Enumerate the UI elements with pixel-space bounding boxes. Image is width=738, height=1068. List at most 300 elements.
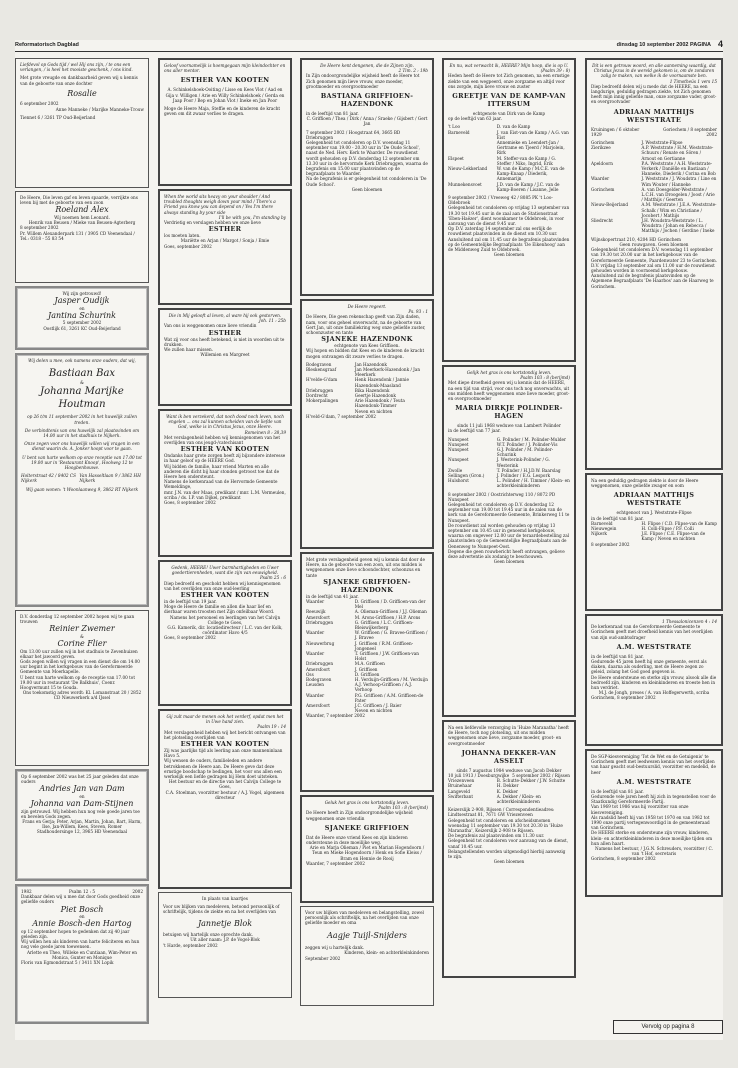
- ad-text-2: Gelegenheid tot condoleren op vrijdag 13 september van 19.30 tot 19.45 uur in de zaal aan de Stationsstraat 'Eben-Haëzer', dient woonkamer te Oldebroek, in voor aanvang van de dienst 9.45 uur.: [448, 205, 570, 227]
- ad-text: Diep bedroefd delen wij u mede dat de HEERE, na een langdurige, geduldig gedragen ziekte, tot Zich genomen heeft mijn innig geliefde man, onze zorgzame vader, groot- en overgrootvader: [591, 83, 717, 105]
- family-names: G. Polinder / M. Polinder-Mulder: [496, 436, 566, 442]
- family-names: Jan Meerkerk-Hazendonk / Jan Meerkerk: [354, 367, 421, 378]
- family-place: Langeveld: [448, 788, 470, 794]
- verse-ref: Psalm 103 : 8 (berijmd): [520, 375, 570, 381]
- ad-text: Diep bedroefd en geschokt hebben wij kennisgenomen van het overlijden van onze oud-leerling: [164, 580, 281, 591]
- ad-text-4: Namens het personeel en leerlingen van het Calvijn College te Goes,: [169, 614, 281, 625]
- family-place: Waarder: [306, 630, 325, 636]
- death-date: Goriechem / 8 september 2002: [663, 126, 717, 137]
- ad-text-2: Om 13.00 uur zullen wij in het stadhuis te Zevenhuizen elkaar het jawoord geven.: [20, 648, 138, 659]
- family-place: Nieuwerbrug: [306, 640, 335, 646]
- family-names: J. Westerink-Polinder / G. Westerink: [496, 457, 550, 468]
- death-ad-griffioen-husband: [300, 58, 434, 296]
- ad-text-2: op 12 september hopen te gedenken dat zij 40 jaar geleden zijn.: [21, 928, 130, 940]
- deceased-name: ESTHER VAN KOOTEN: [180, 445, 270, 454]
- family-row: [591, 176, 717, 186]
- child-name: Rosalie: [67, 88, 97, 98]
- family-place: Waarder: [306, 651, 325, 657]
- verse-ref: Romeinen 8 : 38,39: [244, 429, 286, 435]
- wedding-ad-zwemer: [15, 610, 149, 766]
- family-place: Dordrecht: [306, 393, 328, 399]
- ad-text-2: betuigen wij hartelijk onze oprechte dank.: [163, 932, 254, 938]
- death-ad-weststrate-sgp: [585, 749, 723, 897]
- ad-text-2: Gedurende 45 jaren heeft hij onze gemeente, eerst als diaken, daarna als ouderling, met de Heere zegen zo geleid, zolang het God goed gegeven is.: [591, 659, 707, 675]
- family-names: J. Polinder / E.G. Lespork: [496, 473, 550, 479]
- family-names: Geertje Hazendonk: [354, 393, 396, 399]
- family-names: J. Griffioen: [354, 666, 378, 672]
- ad-text: Na een liefdevolle verzorging in 'Huize Maranatha' heeft de Heere, toch nog plotseling, uit ons midden weggenomen onze lieve, zorgzame moeder, groot- en overgrootmoeder: [448, 725, 569, 746]
- family-names: Bika Hazendonk: [354, 387, 390, 393]
- verse-ref: Ps. 93 : 1: [408, 309, 428, 315]
- ad-text: Met diepe droefheid geven wij u kennis dat de HEERE, na een tijd van strijd, voor ons toch nog onverwachts, uit ons midden heeft weggenomen onze lieve moeder, groot- en overgrootmoeder: [448, 380, 570, 402]
- signatories: Willemien en Margreet: [200, 352, 250, 358]
- verse: Dit is een getrouw woord, en alle aanneming waardig, dat Christus Jezus in de wereld gekomen is, om de zondaren zalig te maken, van welke ik de voornaamste ben.: [592, 63, 716, 79]
- signatories: mnr. J.N. van der Maas, predikant / mnr. L.M. Vermeulen, scriba / ds. I.P. van Dijkel, predikant: [164, 489, 286, 500]
- deceased-name: ESTHER VAN KOOTEN: [180, 76, 270, 85]
- ad-subtext: echtgenoot van J. Weststrate-Flipse: [616, 510, 692, 516]
- death-ad-esther-vriendinnen: [158, 308, 292, 406]
- ad-text-3: Gelegenheid tot condoleren D.V. woensdag 11 september van 19.30 tot 20.00 uur in het kerkgebouw van de Gereformeerde Gemeente, Paardenwater 23 te Gorinchem.: [591, 247, 717, 263]
- family-rows: [448, 778, 570, 804]
- address: Oostlijk 61, 3261 KC Oud-Beijerland: [43, 325, 121, 331]
- signatories: M.J. de Jongh, preses / A. van Hoffegerwerth, scriba: [598, 690, 710, 696]
- signatories: Kinderen, klein- en achterkleinkinderen: [344, 950, 429, 956]
- ad-text-3: Na de begrafenis is er gelegenheid tot condoleren in 'De Oude School'.: [306, 176, 427, 187]
- ad-subtext: sinds 11 juli 1968 weduwe van Lambert Polinder: [457, 423, 561, 429]
- deceased-name: ESTHER VAN KOOTEN: [180, 591, 270, 600]
- family-place: Nunspeet: [448, 457, 469, 463]
- ad-intro: In plaats van kaartjes: [202, 896, 248, 901]
- ad-text-5: Aansluitend zal de begrafenis plaatsvinden op de Algemene Begraafplaats 'De Haarbos' aan de Haarweg te Gorinchem.: [591, 273, 714, 289]
- ad-age: in de leeftijd van 77 jaar.: [448, 428, 501, 434]
- family-names: A.P. Weststrate / H.M. Weststrate-Schuurs / Renate en Sören / Arnout en Gertianne: [641, 145, 714, 161]
- newspaper-page: [15, 40, 723, 1040]
- column-2: [158, 58, 292, 1001]
- family-place: Oss: [306, 671, 314, 677]
- ad-text: Met verslagenheid hebben wij kennisgenomen van het overlijden van ons jeugd-/catechisant: [164, 434, 281, 446]
- family-place: Munnekensvoet: [448, 181, 482, 187]
- wedding-ad-bax: [15, 353, 149, 607]
- family-place: Gorinchem: [591, 186, 615, 192]
- death-ad-griffioen-family: [300, 552, 434, 792]
- death-ad-dekker: [442, 720, 576, 978]
- deceased-name: GREETJE VAN DE KAMP-VAN ITTERSUM: [452, 92, 566, 109]
- family-names: A.J. Verhoop-Griffioen / A.J. Verhoop: [354, 682, 412, 693]
- column-4: [442, 58, 576, 981]
- family-names: A. Olieman-Griffioen / J.J. Olieman: [354, 609, 427, 615]
- signatories: Uit aller naam: J.P. de Vogel-Blok: [190, 937, 260, 943]
- wedding-ad-oudijk: [15, 286, 149, 350]
- ad-text-2: Gelegenheid tot condoleren op D.V. woensdag 11 september van 19.00 - 20.30 uur in 'De Oude School', naast de Ned. Herv. Kerk te Waarder. De rouwdienst wordt gehouden op D.V. donderdag 12 september om 13.30 uur in de hervormde Kerk Driebruggen, waarna de begrafenis om 15.00 uur plaatsvinden op de begraafplaats te Waarder.: [306, 140, 428, 177]
- ad-date: 9 september 2002 / Vreeweg 42 / 8085 PK 't Loo-Oldebroek: [448, 195, 553, 206]
- family-names: H. Dekker: [496, 783, 519, 789]
- verse-ref: Psalm 12 : 5: [68, 889, 96, 894]
- ad-text-2: Ondanks haar grote zorgen heeft zij bijzondere interesse in haar geloof op de HEERE God.: [164, 453, 286, 464]
- family-place: Barneveld: [591, 520, 613, 526]
- family-row: [306, 599, 428, 609]
- verse: Geluk het gras is ons kortstondig leven.: [324, 800, 410, 805]
- ad-text-4: Namens de kerkenraad van de Hervormde Gemeente Wemeldinge,: [164, 479, 278, 490]
- family-row: [306, 693, 428, 703]
- place-date: Gorinchem, 8 september 2002: [591, 856, 656, 862]
- family-place: Leusden: [306, 682, 324, 688]
- family-names: W. van de Kamp / M.C.E. van de Kamp-Knaap / Diederik, Annemarijn: [496, 166, 565, 182]
- birth-ad-roeland: [15, 191, 149, 283]
- deceased-name: Aagje Tuijl-Snijders: [327, 930, 407, 940]
- family-names: H. Flipse / C.D. Flipse-van de Kamp: [641, 520, 717, 526]
- ad-text: D.V. donderdag 12 september 2002 hopen wij te gaan trouwen: [20, 614, 135, 625]
- deceased-name: A.M. WESTSTRATE: [616, 642, 692, 651]
- verse: De Heere kent dengenen, die de Zijnen zijn.: [320, 63, 414, 68]
- signatories: Arie en Marja Olieman / Piet en Marian Hogendoorn / Teun en Mieke Hogendoorn / Henk en Sofie Kleiss / Bram en Hennie de Rooij: [309, 845, 425, 861]
- ad-text-2: los moeten laten.: [164, 233, 201, 239]
- family-names: T. Griffioen / J.W. Griffioen-van Holst: [354, 651, 419, 662]
- and-text: &: [80, 633, 84, 639]
- verse-ref: 1 Thessalonicenzen 4 : 14: [662, 619, 717, 624]
- family-place: H'velde-G'dam: [306, 377, 338, 383]
- family-row: [448, 457, 570, 467]
- family-names: H. Colli-Flipse / P.F. Colli: [641, 526, 694, 532]
- ad-text-3: De begrafenis zal plaatsvinden om 11.30 uur. Gelegenheid tot condoleren voor aanvang van de dienst, vanaf 10.45 uur.: [448, 833, 569, 849]
- signatories: Namens het bestuur, / J.G.N. Schreuders, voorzitter / C. van 't Hof, secretaris: [595, 846, 713, 857]
- family-names: J.E. Flipse / C.E. Flipse-van de Kamp / Neven en nichten: [641, 531, 706, 542]
- address: Pr. Willem Alexanderpark 131 / 3905 CD Veenendaal / Tel.: 0318 - 55 83 54: [20, 230, 135, 241]
- ad-text-4: Aansluitend zal om 11.45 uur de begrafenis plaatsvinden op de Gemeentelijke Begraafplaats 'De Eikenhoog' aan de Middenweg Zuid te Oldebroek.: [448, 236, 570, 253]
- family-place: Elspeet: [448, 155, 464, 161]
- ad-age: op de leeftijd van 63 jaar.: [448, 116, 502, 122]
- family-row: [448, 140, 570, 156]
- family-names: D. Griffioen: [354, 671, 380, 677]
- family-names: D. van de Kamp: [496, 124, 531, 130]
- death-ad-weststrate-church: [585, 614, 723, 746]
- page-date: dinsdag 10 september 2002 PAGINA: [616, 42, 711, 48]
- ad-text-3: We zullen haar missen.: [164, 347, 213, 353]
- place-date: September 2002: [305, 955, 341, 961]
- ad-text-4: D.V. vrijdag 13 september zal om 11.00 uur de rouwdienst gehouden worden in voornoemd kerkgebouw.: [591, 262, 715, 273]
- death-date: 5 september 2002 / Rijssen: [512, 773, 570, 779]
- verse: Gedenk, HEERE! Uwer barmhartigheden en Uwer goedertierenheden, want die zijn van eeuwigheid.: [171, 565, 279, 576]
- no-flowers: Geen bloemen: [493, 859, 525, 865]
- family-rows: [448, 124, 570, 192]
- deceased-name: SJANEKE GRIFFIOEN-HAZENDONK: [323, 577, 411, 594]
- address-bride: Van Hasseltlaan 9 / 3862 HH Nijkerk: [79, 473, 141, 484]
- birth-date: Kruiningen / 6 oktober 1929: [591, 126, 640, 137]
- family-place: Apeldoorn: [591, 160, 613, 166]
- family-place: Bruinehaar: [448, 783, 472, 789]
- and-text: &: [80, 380, 84, 386]
- ad-subtext: echtgenote van Kees Griffioen.: [334, 343, 400, 349]
- family-place: Amersfoort: [306, 666, 330, 672]
- family-names: B. Schutte-Dekker / J.W. Schutte: [496, 778, 566, 784]
- ad-text: Met grote vreugde en dankbaarheid geven wij u kennis van de geboorte van onze dochter: [20, 75, 138, 86]
- family-names: W. Griffioen / G. Bravee-Griffioen / J. Bravee: [354, 630, 428, 641]
- masthead: [15, 40, 723, 52]
- address: Keizerslijk 2-908, Rijssen / Correspondentieadres: Lindtsestraat 81, 7671 GW Vriezenveen: [448, 807, 555, 818]
- ad-intro: Wij zijn getrouwd!: [62, 291, 102, 296]
- verse: Gelijk het gras is ons kortstondig leven.: [466, 370, 552, 375]
- family-row: [306, 620, 428, 630]
- address: Floris van Egmondstraat 5 / 3411 XN Lopik: [21, 960, 114, 966]
- family-place: Nijkerk: [591, 531, 607, 537]
- ad-text-3: Gods zegen willen wij vragen in een dienst die om 14.00 uur begint in het kerkgebouw van de Gereformeerde Gemeente van Moerkapelle.: [20, 659, 140, 675]
- family-place: Nunspeet: [448, 447, 469, 453]
- children: Frans en Gerja; Peter, Arjan, Martin, Johan, Bart, Harm, Ilse, Jan-Willem, Kees, Steven, Romer: [22, 819, 142, 830]
- ad-text-3: Wij wensen de ouders, familieleden en andere betrokkenen de Heere aan. De Heere geve dat deze ernstige boodschap te bedingen, het voor ons allen een werkelijk een liefde gedragen bij Hem doet uitsteken.: [164, 758, 282, 780]
- ad-text: In Zijn ondoorgrondelijke wijsheid heeft de Heere tot Zich genomen mijn lieve vrouw, onze moeder, grootmoeder en overgrootmoeder: [306, 73, 420, 89]
- bride-name: Corine Flier: [57, 639, 107, 649]
- family-rows: [306, 599, 428, 713]
- birth-date: 10 juli 1913 / Doesburgwijke: [448, 773, 510, 779]
- verse: De Heere regeert.: [347, 304, 387, 309]
- verse: Liefdevol op Gods tijd / wel Hij ons zijn, / te ons een verlangen, / is heel het mooiste geschenk, / ons kind.: [20, 62, 133, 73]
- ad-text-2: Zij was jaarlijks tijd als leerling aan onze manneninlaan Havo 5.: [164, 748, 283, 759]
- and-text: en: [79, 793, 85, 799]
- death-ad-esther-school: [158, 560, 292, 706]
- death-ad-weststrate-family: [585, 58, 723, 470]
- family-row: [448, 166, 570, 182]
- place-date: Waarder, 7 september 2002: [306, 713, 365, 719]
- place-date: Goes, 8 september 2002: [164, 635, 216, 641]
- family-names: D. Griffioen / D. Griffioen-van der Mel: [354, 599, 426, 610]
- ad-text: Heden heeft de Heere tot Zich genomen, na een ernstige ziekte van een wegpeerd, onze zorgzame en altijd voor ons zorgde, mijn lieve vrouw en zuster: [448, 73, 570, 89]
- verse-ref: Psalm 103 : 8 (berijmd): [378, 805, 428, 811]
- verse-signoff: I'll be with you, I'm standing by: [218, 214, 286, 220]
- and-text: en: [79, 305, 85, 311]
- ad-text: Van ons is weggenomen onze lieve vriendin: [164, 323, 257, 329]
- ad-text-4: Het bestuur en de directie van het Calvijn College te Goes,: [168, 779, 282, 790]
- ad-age: in de leeftijd van 81 jaar.: [306, 111, 359, 117]
- column-1: [15, 58, 149, 1027]
- deceased-name: BASTIANA GRIFFIOEN-HAZENDONK: [320, 92, 414, 109]
- family-list: A. Schinkelshoek-Ooiting / Lisse en Kees Vlot / Aad en Gija v. Willigen / Arie en Willy Schinkelshoek / Gerda en Jaap Poor / Bep en Johan Vlot / Ineke en Jan Poor: [165, 87, 285, 103]
- family-place: Zierikzee: [591, 145, 611, 151]
- ad-text: De Heere, Die leven gaf en leven spaarde, verrijkte ons leven bij met de geboorte van een zoon: [20, 195, 138, 206]
- family-names: Neven en nichten: [354, 708, 393, 714]
- column-3: [300, 58, 434, 1009]
- family-place: Amersfoort: [306, 703, 330, 709]
- address-groom: Holterstraat 42 / 8402 CS Nijkerk: [21, 473, 76, 484]
- family-place: Bleskensgraaf: [306, 367, 337, 373]
- anniversary-ad-bosch: [15, 884, 149, 1024]
- family-rows: [591, 521, 717, 542]
- family-place: Bodegraven: [306, 677, 332, 683]
- family-names: J.C. Griffioen / J. Baier: [354, 703, 402, 709]
- family-names: J. van Eist-van de Kamp / A.G. van Eist: [496, 129, 569, 140]
- ad-text: Moge de Heere Maja, Steffie en de kinderen de kracht geven om dit zwaar verlies te dragen.: [164, 106, 281, 117]
- ad-text-3: Wij bidden de familie, haar vriend Marten en alle anderen die dicht bij haar stonden getroost toe dat de Heere hen ondersteunt.: [164, 463, 280, 480]
- ad-date: 8 september 2002: [591, 541, 630, 547]
- deceased-name: ESTHER VAN KOOTEN: [180, 740, 270, 749]
- address: Ons toekomstig adres wordt: Kl. Lomanstraat 20 / 2852 CD Nieuwerkerk a/d IJssel: [22, 690, 142, 701]
- death-ad-hazendonk-siblings: [300, 299, 434, 549]
- death-ad-polinder: [442, 365, 576, 717]
- family-names: J.D. van de Kamp / J.C. van de Kamp-Boeren / Lisanne, Jelle: [496, 181, 560, 192]
- ad-age: in de leeftijd van 81 jaar.: [591, 653, 644, 659]
- family-place: Nunspeet: [448, 441, 469, 447]
- ad-subtext: Wij noemen hem Leonard.: [54, 214, 110, 220]
- ad-text-3: Op D.V. zaterdag 14 september zal ons eerlijk de rouwdienst plaatsvinden in de dienst om 10.30 uur.: [448, 226, 558, 237]
- children: Arlette en Theo, Willeke en Cuntiaan, Wim-Peter en Monica, Gunter en Monique: [27, 949, 137, 960]
- deceased-name: SJANEKE GRIFFIOEN: [324, 823, 410, 832]
- ad-date: 8 september 2002: [20, 225, 59, 231]
- signatories: Mariëtte en Arjan / Margot / Sonja / Emie: [180, 238, 270, 244]
- ad-text-2: De verbindtenis van ons huwelijk zal plaatsvinden om 14.00 uur in het stadhuis te Nijkerk.: [24, 427, 140, 439]
- ad-text: Op 6 september 2002 was het 25 jaar geleden dat onze ouders: [21, 774, 139, 785]
- family-names: J. Weststrate / J. Woudstra / Line en Wim Wouter / Hanneke: [641, 176, 717, 187]
- family-names: P.A. Weststrate / A.H. Weststrate-Verkerk / Daniëlle en Bastiaan / Hanneke, Diederik / Corina en Bob: [641, 160, 716, 177]
- family-rows: [306, 362, 428, 414]
- deceased-name: Jannetje Blok: [197, 918, 253, 928]
- groom-name: Jasper Oudijk: [54, 296, 110, 306]
- verse: Want ik ben verzekerd, dat noch dood noch leven, noch engelen ... ons zal kunnen scheiden van de liefde van God, welke is in Christus Jezus, onze Heere.: [166, 414, 284, 430]
- family-place: Amersfoort: [306, 614, 330, 620]
- family-place: Nieuw-Beijerland: [591, 202, 629, 208]
- ad-text: De Heere heeft in Zijn ondoorgrondelijke wijsheid weggenomen onze vriendin: [306, 810, 413, 821]
- family-names: J.H. Woudstra-Weststrate / L. Woudstra / Johan en Rebecca / Matthijs / Jochen / Gerdine / Ineke: [641, 218, 715, 234]
- address: Wijnskopertraat 210, 4204 HD Gorinchem: [591, 236, 682, 242]
- deceased-name: A.M. WESTSTRATE: [616, 777, 692, 786]
- ad-age: in de leeftijd van 19 jaar.: [164, 599, 217, 605]
- ad-text: De kerkenraad van de Gereformeerde Gemeente te Gorinchem geeft met droefheid kennis van het overlijden van zijn oud-ambtsdrager: [591, 624, 713, 640]
- family-place: Vriezenveen: [448, 778, 475, 784]
- family-place: Waarder: [306, 599, 325, 605]
- family-row: [591, 145, 717, 161]
- family-list: C. Griffioen / Thea / Dirk / Anna / Sraeke / Gijsbert / Gert Jan: [306, 116, 428, 127]
- parents: Henrik van Beusen / Mieke van Beusen-Agterberg: [28, 220, 136, 226]
- year-start: 1982: [21, 889, 32, 894]
- family-place: Gorinchem: [591, 140, 615, 146]
- ad-text-3: Wij willen hen als kinderen van harte feliciteren en hun nog vele goede jaren toewensen.: [21, 939, 140, 950]
- family-names: Arie Hazendonk / Teuta Hazendonk-Timmer: [354, 398, 405, 409]
- ad-text-2: zeggen wij u hartelijk dank.: [305, 945, 365, 951]
- family-row: [448, 156, 570, 166]
- ad-text-4: U bent van harte welkom op onze receptie van 17.00 tot 19.00 uur in 'Restaurant Knoop', Hoolweg 12 te Hoogbenhouwe.: [22, 454, 142, 471]
- ad-text: De Heere, Die geen rekenschap geeft van Zijn daden, nam, voor ons geheel onverwacht, na de geboorte van Gert Jan, uit onze familiekring weg onze geliefde zuster, schoonzuster en tante: [306, 314, 426, 336]
- verse: En nu, wat verwacht ik, HEERE? Mijn hoop, die is op U.: [449, 63, 569, 68]
- family-place: Reeuwijk: [306, 609, 326, 615]
- family-row: [306, 651, 428, 661]
- family-names: A. van Doesgelder-Weststrate / L.C.H. van Droogelen / Joost / Arie / Matthijs / Geerten: [641, 186, 715, 203]
- place-date: Goes, september 2002: [164, 243, 212, 249]
- family-rows: [448, 437, 570, 489]
- ad-text: Met grote verslagenheid geven wij u kennis dat door de Heere, na de geboorte van een zoon, uit ons midden is weggenomen onze lieve schoondochter, schoonzus en tante: [306, 557, 425, 578]
- family-row: [448, 182, 570, 192]
- husband-name: Piet Bosch: [60, 904, 104, 914]
- death-ad-esther-family: [158, 58, 292, 186]
- family-place: Swifterbant: [448, 793, 474, 799]
- family-place: Sellingen (Gron.): [448, 473, 485, 479]
- family-place: Sliedrecht: [591, 218, 613, 224]
- ad-text-2: Gelegenheid tot condoleren en afscheidsmomen woensdag 11 september van 19.30 tot 20.30 in 'Huize Maranatha', Keizerslijk 2-908 te Rijssen.: [448, 817, 563, 834]
- death-ad-esther-board: [158, 709, 292, 889]
- deceased-name: ESTHER: [208, 225, 242, 234]
- family-row: [591, 161, 717, 177]
- family-names: M. Steffer-van de Kamp / G. Steffer / Niko, Ingrid, Erik: [496, 155, 556, 166]
- ad-subtext: sinds 7 augustus 1984 weduwe van Jacob Dekker: [456, 767, 562, 773]
- family-row: [448, 794, 570, 804]
- ad-text-5: De HEERE sterke en ondersteune zijn vrouw, kinderen, klein- en achterkleinkinderen in deze moeilijke tijden om hun allen haart.: [591, 830, 713, 846]
- ad-date: 8 september 2002 / Oostrichterweg 110 / 8072 PD Nunspeet: [448, 491, 556, 502]
- ad-text: Na een geduldig gedragen ziekte is door de Heere weggenomen, onze geliefde zwager en oom: [591, 478, 699, 489]
- ad-text-2: Wat zij voor ons heeft betekend, is niet in woorden uit te drukken.: [164, 336, 285, 347]
- family-place: Zwolle: [448, 467, 463, 473]
- column-5: [585, 58, 723, 900]
- no-flowers: Geen bloemen: [493, 559, 525, 565]
- family-row: [306, 398, 428, 408]
- place-date: Goes, 8 september 2002: [164, 500, 216, 506]
- deceased-name: JOHANNA DEKKER-VAN ASSELT: [461, 748, 557, 765]
- ad-text-3: Moge de Heere de familie en allen die haar lief en dierbaar waren troosten met Zijn onfeilbaar Woord.: [164, 604, 275, 615]
- family-names: J. Griffioen / R.M. Griffioen-Jongeneel: [354, 640, 414, 651]
- address: Tiennet 6 / 3261 TP Oud-Beijerland: [20, 114, 96, 120]
- family-names: M. Arons-Griffioen / H.P. Arons: [354, 614, 421, 620]
- family-place: 't Loo: [448, 124, 460, 130]
- parents: Anne Manneke / Marijke Manneke-Trouw: [55, 106, 144, 112]
- verse-ref: (Psalm 39 : 8): [540, 68, 570, 74]
- wife-name: Johanna van Dam-Stijnen: [30, 799, 134, 809]
- bride-name: Johanna Marijke Houtman: [40, 386, 124, 411]
- no-gifts: Geen rouwgaven. Geen bloemen: [619, 241, 689, 247]
- family-row: [591, 187, 717, 203]
- ad-subtext: echtgenote van Dirk van de Kamp: [472, 111, 546, 117]
- no-flowers: Geen bloemen: [351, 186, 383, 192]
- no-flowers: Geen bloemen: [493, 252, 525, 258]
- ad-text-2: Gedurende vele jaren heeft hij zich in tegenstellen voor de Staatkundig Gereformeerde Partij.: [591, 794, 716, 805]
- family-names: W.T. Polinder / J. Polinder-Vis: [496, 441, 558, 447]
- ad-intro: Wij delen u mee, ook namens onze ouders, dat wij,: [28, 358, 136, 363]
- deceased-name: MARIA DIRKJE POLINDER-HAGEN: [455, 404, 563, 421]
- ad-age: in de leeftijd van 81 jaar.: [591, 788, 644, 794]
- family-names: L. Polinder / H. Timmer / Klein- en achterkleinkinderen: [496, 478, 570, 489]
- groom-name: Reinier Zwemer: [49, 624, 115, 634]
- family-place: Driebruggen: [306, 619, 334, 625]
- new-address: Wij gaan wonen: 't Woonlaanweg 9, 3862 RT Nijkerk: [25, 486, 139, 492]
- ad-text: De SGP-kiesvereniging 'Tot de Wet en de Getuigenis' te Gorinchem geeft met leedwezen kennis van het overlijden van haar geacht oud-bestuurslid, voorzitter en medelid, de heer: [591, 754, 716, 775]
- year-end: 2002: [132, 889, 143, 894]
- verse: When the world sits heavy on your shoulder / And troubled thoughts weigh down your mind / There's a Friend you know you can depend on / Yes I'm there always standing by your side: [164, 194, 276, 215]
- death-ad-van-de-kamp: [442, 58, 576, 362]
- deceased-name: ADRIAAN MATTHIJS WESTSTRATE: [613, 491, 695, 508]
- family-names: G.J. Polinder / M. Polinder-Schurink: [496, 447, 554, 458]
- family-names: K. Dekker: [496, 788, 518, 794]
- death-ad-esther-friends: [158, 189, 292, 305]
- ad-age: in de leeftijd van 81 jaar.: [591, 515, 644, 521]
- family-names: Henk Hazendonk / Jannie Hazendonk-Maasland: [354, 377, 409, 388]
- family-place: [448, 140, 497, 156]
- ad-text-3: Onze zegen voor ons huwelijk willen wij vragen in een dienst waarin ds. A. Jonker hoopt voor te gaan.: [24, 441, 140, 452]
- ad-text: Voor uw blijken van medeleven, betoond persoonlijk of schriftelijk, tijdens de ziekte en na het overlijden van: [163, 904, 280, 915]
- verse: Gij zult maar de menen ook het verderf, opdat men het in Uwe hand zien.: [166, 714, 284, 725]
- continued-on-page-link[interactable]: Vervolg op pagina 8: [613, 1020, 723, 1034]
- signatories: C.A. Stoelman, voorzitter bestuur / A.J. Vogel, algemeen directeur: [165, 789, 285, 800]
- ad-date: 5 september 2002: [62, 320, 102, 326]
- wife-name: Annie Bosch-den Hartog: [32, 919, 132, 929]
- family-place: Mokerpalingen: [306, 398, 339, 404]
- family-names: A.M. Weststrate / J.E.A. Weststrate-Schalk / Wim en Christiane / Jocobert / Mathijs: [641, 202, 717, 218]
- family-row: [306, 367, 428, 377]
- signatories: G.G. Kamerik, dir. locatiedirecteur / L.C. van der Kolk, coördinator Havo 4/5: [167, 625, 283, 636]
- ad-text: Met verslagenheid hebben wij het bericht ontvangen van het plotseling overlijden van: [164, 729, 286, 740]
- family-place: Bodegraven: [306, 361, 332, 367]
- ad-text-4: U bent van harte welkom op de receptie van 17.00 tot 19.00 uur in restaurant 'De Balkhuis', Coenr. Hoogvermunt 15 te Gouda.: [20, 674, 136, 691]
- ad-age: in de leeftijd van 41 jaar.: [306, 593, 359, 599]
- family-names: J. Weststrate-Flipse: [641, 140, 683, 146]
- ad-text-4: Als raadslid heeft hij van 1958 tot 1970 en van 1982 tot 1990 onze partij vertegenwoordigd in de gemeenteraad van Gorinchem.: [591, 814, 710, 831]
- family-place: Barneveld: [448, 129, 470, 135]
- family-place: Driebruggen: [306, 387, 334, 393]
- address: Stadhoudersinge 12, 3965 HD Veenendaal: [36, 829, 128, 835]
- husband-name: Andries Jan van Dam: [39, 784, 125, 794]
